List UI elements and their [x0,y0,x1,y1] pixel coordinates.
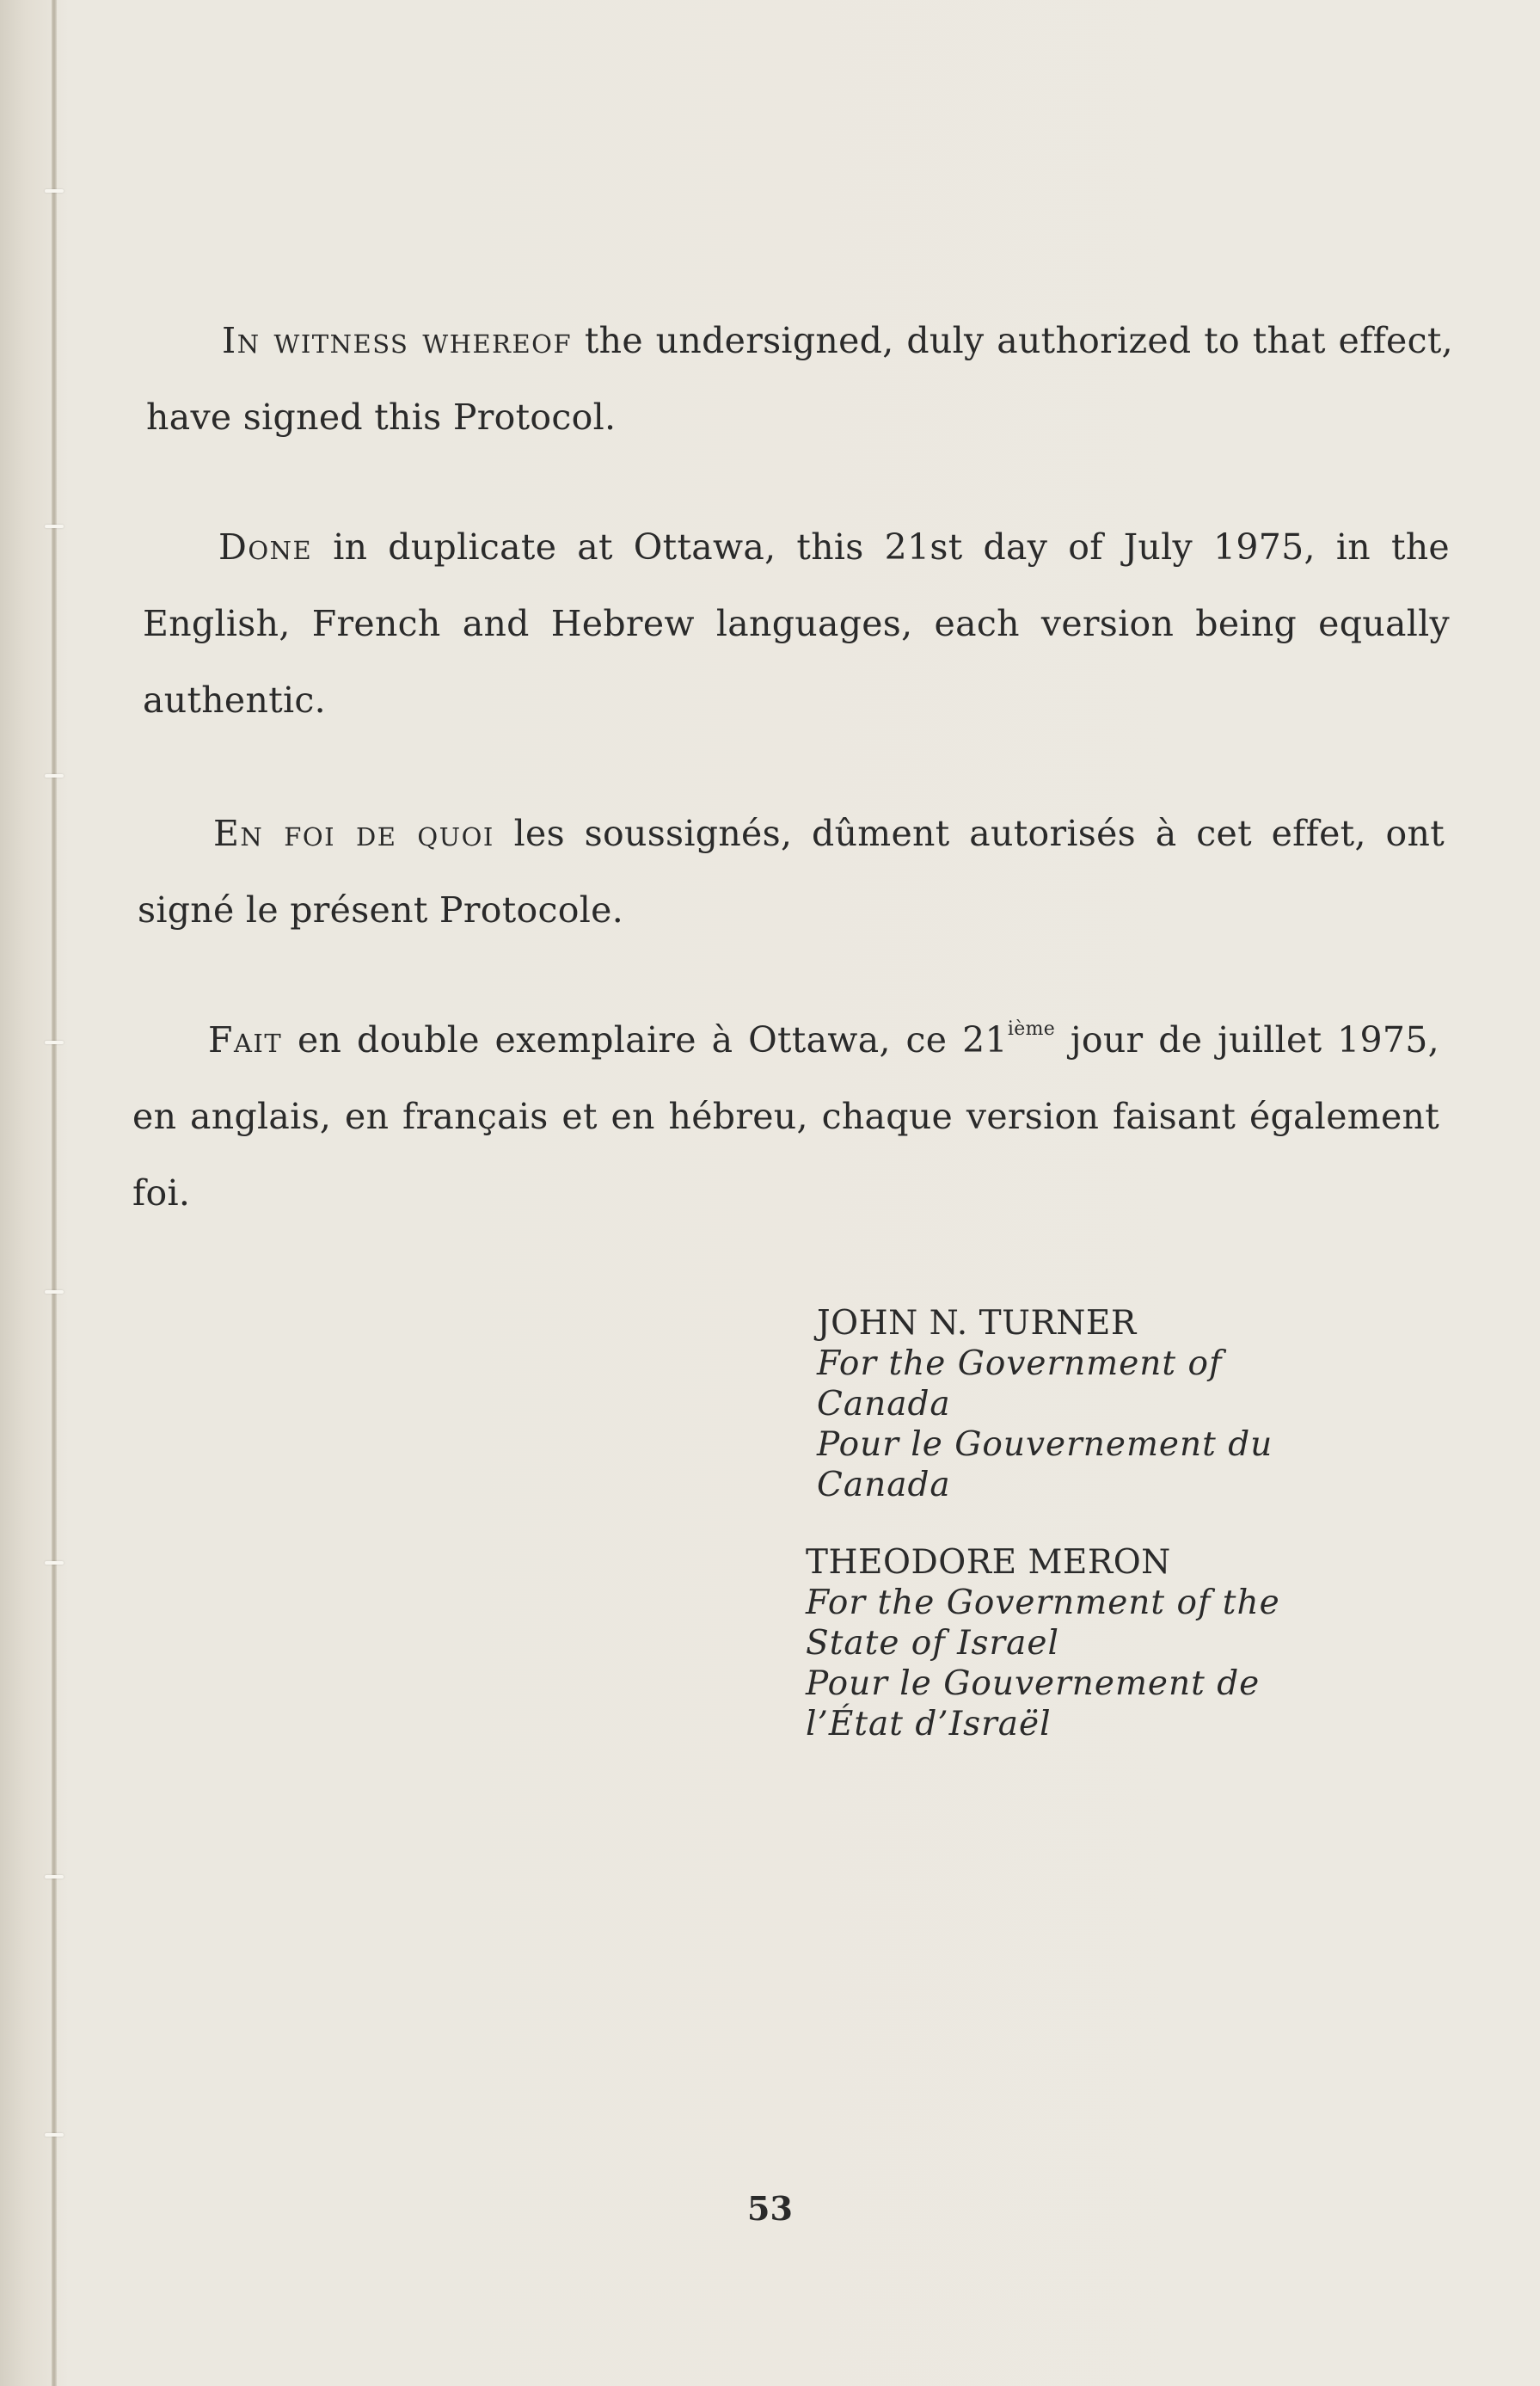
done-paragraph-en [143,509,1450,739]
signatory-name: THEODORE MERON [806,1543,1171,1582]
done-paragraph-fr [132,1002,1439,1232]
binding-stitch [45,2133,64,2137]
paragraph-text: jour de juillet 1975, en anglais, en français et en hébreu, chaque version faisant également foi. [132,1019,1440,1214]
paragraph-text: the undersigned, duly authorized to that effect, have signed this Protocol. [146,320,1453,438]
witness-paragraph-fr [138,796,1445,949]
signature-block-canada [817,1303,1273,1505]
binding-gutter [52,0,57,2386]
signatory-role: State of Israel [806,1624,1059,1663]
signatory-role: Canada [817,1466,951,1504]
witness-paragraph-en [146,303,1453,456]
paragraph-text: in duplicate at Ottawa, this 21st day of July 1975, in the English, French and Hebrew languages, each version being equally authentic. [143,526,1450,721]
paragraph-text: les soussignés, dûment autorisés à cet effet, ont signé le présent Protocole. [138,813,1445,931]
signatory-role: Canada [817,1385,951,1424]
binding-stitch [45,525,64,528]
binding-stitch [45,1290,64,1294]
signatory-role: For the Government of [817,1344,1223,1383]
superscript-ordinal: ième [1007,1018,1056,1040]
paragraph-lead: In witness whereof [222,320,573,361]
binding-stitch [45,1041,64,1044]
binding-stitch [45,189,64,193]
paragraph-lead: Fait [208,1019,283,1061]
binding-stitch [45,1561,64,1565]
binding-stitch [45,1875,64,1879]
page-number: 53 [747,2189,793,2228]
paragraph-lead: Done [218,526,313,568]
signature-block-israel [806,1542,1280,1744]
signatory-role: Pour le Gouvernement du [817,1425,1273,1464]
signatory-name: JOHN N. TURNER [817,1304,1137,1343]
signatory-role: For the Government of the [806,1583,1280,1622]
paragraph-text: en double exemplaire à Ottawa, ce 21 [282,1019,1008,1061]
binding-stitch [45,774,64,778]
signatory-role: l’État d’Israël [806,1705,1052,1743]
signatory-role: Pour le Gouvernement de [806,1664,1261,1703]
paragraph-lead: En foi de quoi [213,813,494,854]
